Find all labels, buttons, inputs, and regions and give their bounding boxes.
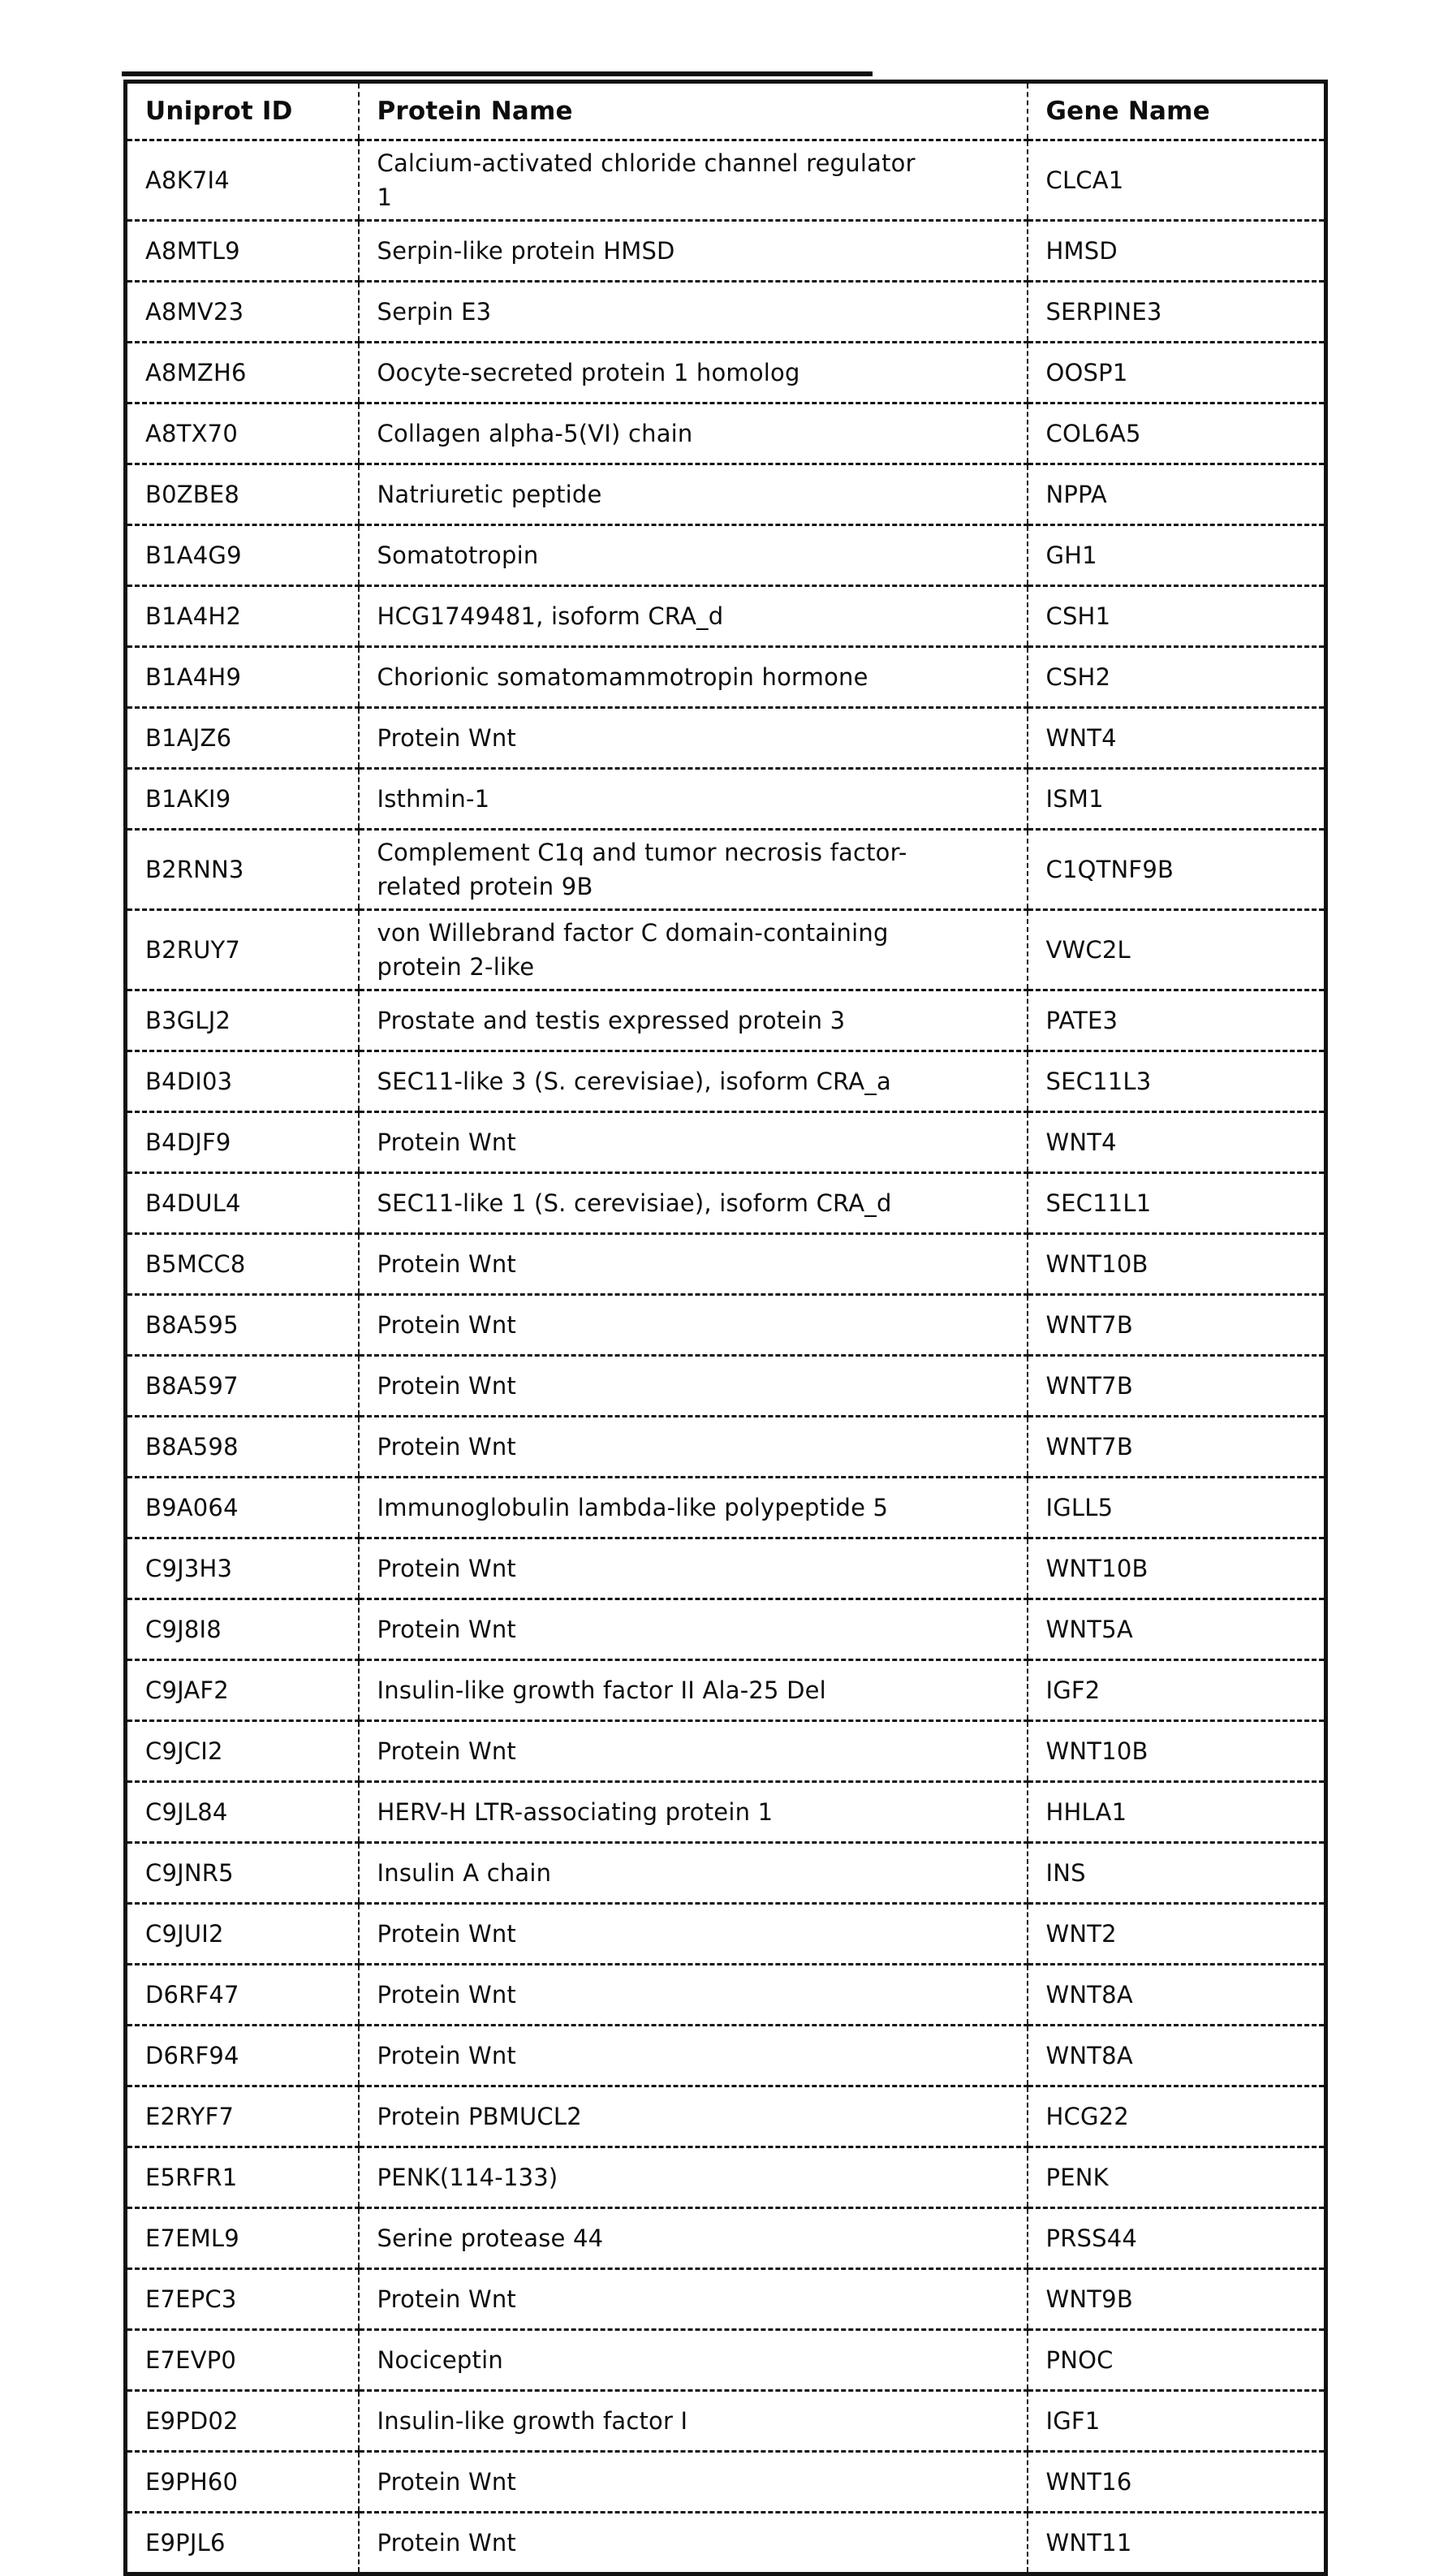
gene-name-cell: HHLA1 [1028,1782,1326,1843]
uniprot-id-cell: E9PJL6 [126,2513,359,2574]
col-header-uniprot-id: Uniprot ID [126,82,359,140]
uniprot-id-cell: E5RFR1 [126,2147,359,2208]
uniprot-id-cell: E9PH60 [126,2452,359,2513]
table-row [126,2269,1326,2330]
table-row [126,464,1326,525]
uniprot-id-cell: E7EVP0 [126,2330,359,2391]
table-row [126,647,1326,708]
table-row [126,1173,1326,1234]
protein-name-cell: HCG1749481, isoform CRA_d [359,586,1028,647]
uniprot-id-cell: B3GLJ2 [126,990,359,1051]
uniprot-id-cell: E2RYF7 [126,2086,359,2147]
protein-name-cell: Chorionic somatomammotropin hormone [359,647,1028,708]
protein-name-cell: Protein Wnt [359,1234,1028,1295]
table-row [126,990,1326,1051]
table-row [126,343,1326,403]
table-row [126,2086,1326,2147]
protein-table [123,80,1328,2576]
table-row [126,1051,1326,1112]
uniprot-id-cell: C9JCI2 [126,1721,359,1782]
table-row [126,830,1326,910]
gene-name-cell: WNT7B [1028,1295,1326,1356]
gene-name-cell: WNT7B [1028,1417,1326,1478]
gene-name-cell: CSH2 [1028,647,1326,708]
protein-name-cell: Complement C1q and tumor necrosis factor- related protein 9B [359,830,1028,910]
table-row [126,1295,1326,1356]
protein-name-cell: Protein Wnt [359,1904,1028,1965]
gene-name-cell: OOSP1 [1028,343,1326,403]
table-body [126,140,1326,2574]
gene-name-cell: GH1 [1028,525,1326,586]
uniprot-id-cell: E7EPC3 [126,2269,359,2330]
uniprot-id-cell: A8MTL9 [126,221,359,282]
protein-name-cell: Nociceptin [359,2330,1028,2391]
uniprot-id-cell: B1AJZ6 [126,708,359,769]
protein-name-cell: PENK(114-133) [359,2147,1028,2208]
gene-name-cell: ISM1 [1028,769,1326,830]
gene-name-cell: WNT10B [1028,1538,1326,1599]
uniprot-id-cell: B1A4G9 [126,525,359,586]
protein-name-cell: Immunoglobulin lambda-like polypeptide 5 [359,1478,1028,1538]
protein-name-cell: Isthmin-1 [359,769,1028,830]
protein-name-cell: Protein Wnt [359,1112,1028,1173]
uniprot-id-cell: A8MZH6 [126,343,359,403]
table-row [126,1965,1326,2026]
uniprot-id-cell: C9JL84 [126,1782,359,1843]
table-row [126,525,1326,586]
gene-name-cell: IGLL5 [1028,1478,1326,1538]
protein-name-cell: Protein Wnt [359,2513,1028,2574]
table-row [126,221,1326,282]
table-row [126,2026,1326,2086]
protein-name-cell: Protein Wnt [359,1965,1028,2026]
protein-name-cell: Insulin-like growth factor I [359,2391,1028,2452]
gene-name-cell: HCG22 [1028,2086,1326,2147]
table-row [126,2391,1326,2452]
gene-name-cell: WNT16 [1028,2452,1326,2513]
uniprot-id-cell: C9JAF2 [126,1660,359,1721]
table-row [126,2208,1326,2269]
gene-name-cell: PENK [1028,2147,1326,2208]
table-row [126,1660,1326,1721]
protein-name-cell: Protein Wnt [359,2452,1028,2513]
table-row [126,1904,1326,1965]
protein-name-cell: Protein Wnt [359,1599,1028,1660]
protein-name-cell: Insulin A chain [359,1843,1028,1904]
uniprot-id-cell: B2RNN3 [126,830,359,910]
col-header-gene-name: Gene Name [1028,82,1326,140]
protein-name-cell: Collagen alpha-5(VI) chain [359,403,1028,464]
uniprot-id-cell: B1A4H2 [126,586,359,647]
table-row [126,140,1326,221]
uniprot-id-cell: B2RUY7 [126,910,359,990]
table-row [126,1843,1326,1904]
gene-name-cell: WNT10B [1028,1721,1326,1782]
protein-name-cell: Protein Wnt [359,2026,1028,2086]
table-row [126,910,1326,990]
protein-name-cell: von Willebrand factor C domain-containing protein 2-like [359,910,1028,990]
protein-name-cell: Protein Wnt [359,1356,1028,1417]
header-row [126,82,1326,140]
gene-name-cell: WNT7B [1028,1356,1326,1417]
gene-name-cell: CSH1 [1028,586,1326,647]
uniprot-id-cell: A8MV23 [126,282,359,343]
gene-name-cell: PNOC [1028,2330,1326,2391]
protein-name-cell: Protein Wnt [359,708,1028,769]
uniprot-id-cell: A8TX70 [126,403,359,464]
protein-name-cell: SEC11-like 1 (S. cerevisiae), isoform CRA_d [359,1173,1028,1234]
uniprot-id-cell: E7EML9 [126,2208,359,2269]
table-row [126,403,1326,464]
gene-name-cell: WNT8A [1028,2026,1326,2086]
protein-name-cell: Natriuretic peptide [359,464,1028,525]
uniprot-id-cell: B8A595 [126,1295,359,1356]
uniprot-id-cell: C9J8I8 [126,1599,359,1660]
protein-name-cell: Protein Wnt [359,1538,1028,1599]
gene-name-cell: IGF1 [1028,2391,1326,2452]
gene-name-cell: WNT2 [1028,1904,1326,1965]
protein-name-cell: Calcium-activated chloride channel regulator 1 [359,140,1028,221]
gene-name-cell: COL6A5 [1028,403,1326,464]
protein-name-cell: Insulin-like growth factor II Ala-25 Del [359,1660,1028,1721]
gene-name-cell: WNT9B [1028,2269,1326,2330]
scan-artifact-line [122,71,873,76]
uniprot-id-cell: C9J3H3 [126,1538,359,1599]
uniprot-id-cell: B8A598 [126,1417,359,1478]
protein-name-cell: Prostate and testis expressed protein 3 [359,990,1028,1051]
protein-name-cell: Serine protease 44 [359,2208,1028,2269]
protein-name-cell: Protein Wnt [359,1295,1028,1356]
gene-name-cell: WNT11 [1028,2513,1326,2574]
gene-name-cell: NPPA [1028,464,1326,525]
table-row [126,2147,1326,2208]
gene-name-cell: PATE3 [1028,990,1326,1051]
uniprot-id-cell: B4DI03 [126,1051,359,1112]
table-row [126,1599,1326,1660]
table-row [126,1417,1326,1478]
protein-name-cell: Protein Wnt [359,1417,1028,1478]
gene-name-cell: SERPINE3 [1028,282,1326,343]
table-row [126,586,1326,647]
gene-name-cell: PRSS44 [1028,2208,1326,2269]
table-row [126,1112,1326,1173]
protein-name-cell: Protein Wnt [359,1721,1028,1782]
gene-name-cell: WNT10B [1028,1234,1326,1295]
protein-name-cell: Serpin E3 [359,282,1028,343]
gene-name-cell: INS [1028,1843,1326,1904]
gene-name-cell: C1QTNF9B [1028,830,1326,910]
table-row [126,708,1326,769]
uniprot-id-cell: B5MCC8 [126,1234,359,1295]
uniprot-id-cell: C9JNR5 [126,1843,359,1904]
uniprot-id-cell: A8K7I4 [126,140,359,221]
uniprot-id-cell: B4DJF9 [126,1112,359,1173]
uniprot-id-cell: D6RF47 [126,1965,359,2026]
table-row [126,282,1326,343]
table-row [126,1478,1326,1538]
gene-name-cell: VWC2L [1028,910,1326,990]
uniprot-id-cell: B1A4H9 [126,647,359,708]
uniprot-id-cell: C9JUI2 [126,1904,359,1965]
gene-name-cell: WNT4 [1028,1112,1326,1173]
protein-name-cell: Somatotropin [359,525,1028,586]
gene-name-cell: SEC11L1 [1028,1173,1326,1234]
uniprot-id-cell: B4DUL4 [126,1173,359,1234]
uniprot-id-cell: B8A597 [126,1356,359,1417]
uniprot-id-cell: E9PD02 [126,2391,359,2452]
table-row [126,2452,1326,2513]
gene-name-cell: WNT5A [1028,1599,1326,1660]
gene-name-cell: SEC11L3 [1028,1051,1326,1112]
col-header-protein-name: Protein Name [359,82,1028,140]
protein-name-cell: Protein PBMUCL2 [359,2086,1028,2147]
protein-name-cell: HERV-H LTR-associating protein 1 [359,1782,1028,1843]
table-row [126,1356,1326,1417]
protein-name-cell: SEC11-like 3 (S. cerevisiae), isoform CRA_a [359,1051,1028,1112]
table-row [126,2513,1326,2574]
table-row [126,769,1326,830]
table-row [126,1721,1326,1782]
table-row [126,1782,1326,1843]
uniprot-id-cell: D6RF94 [126,2026,359,2086]
protein-name-cell: Oocyte-secreted protein 1 homolog [359,343,1028,403]
gene-name-cell: HMSD [1028,221,1326,282]
gene-name-cell: CLCA1 [1028,140,1326,221]
uniprot-id-cell: B1AKI9 [126,769,359,830]
uniprot-id-cell: B9A064 [126,1478,359,1538]
table-row [126,1234,1326,1295]
table-row [126,2330,1326,2391]
uniprot-id-cell: B0ZBE8 [126,464,359,525]
gene-name-cell: WNT4 [1028,708,1326,769]
protein-name-cell: Serpin-like protein HMSD [359,221,1028,282]
gene-name-cell: WNT8A [1028,1965,1326,2026]
table-row [126,1538,1326,1599]
gene-name-cell: IGF2 [1028,1660,1326,1721]
protein-name-cell: Protein Wnt [359,2269,1028,2330]
